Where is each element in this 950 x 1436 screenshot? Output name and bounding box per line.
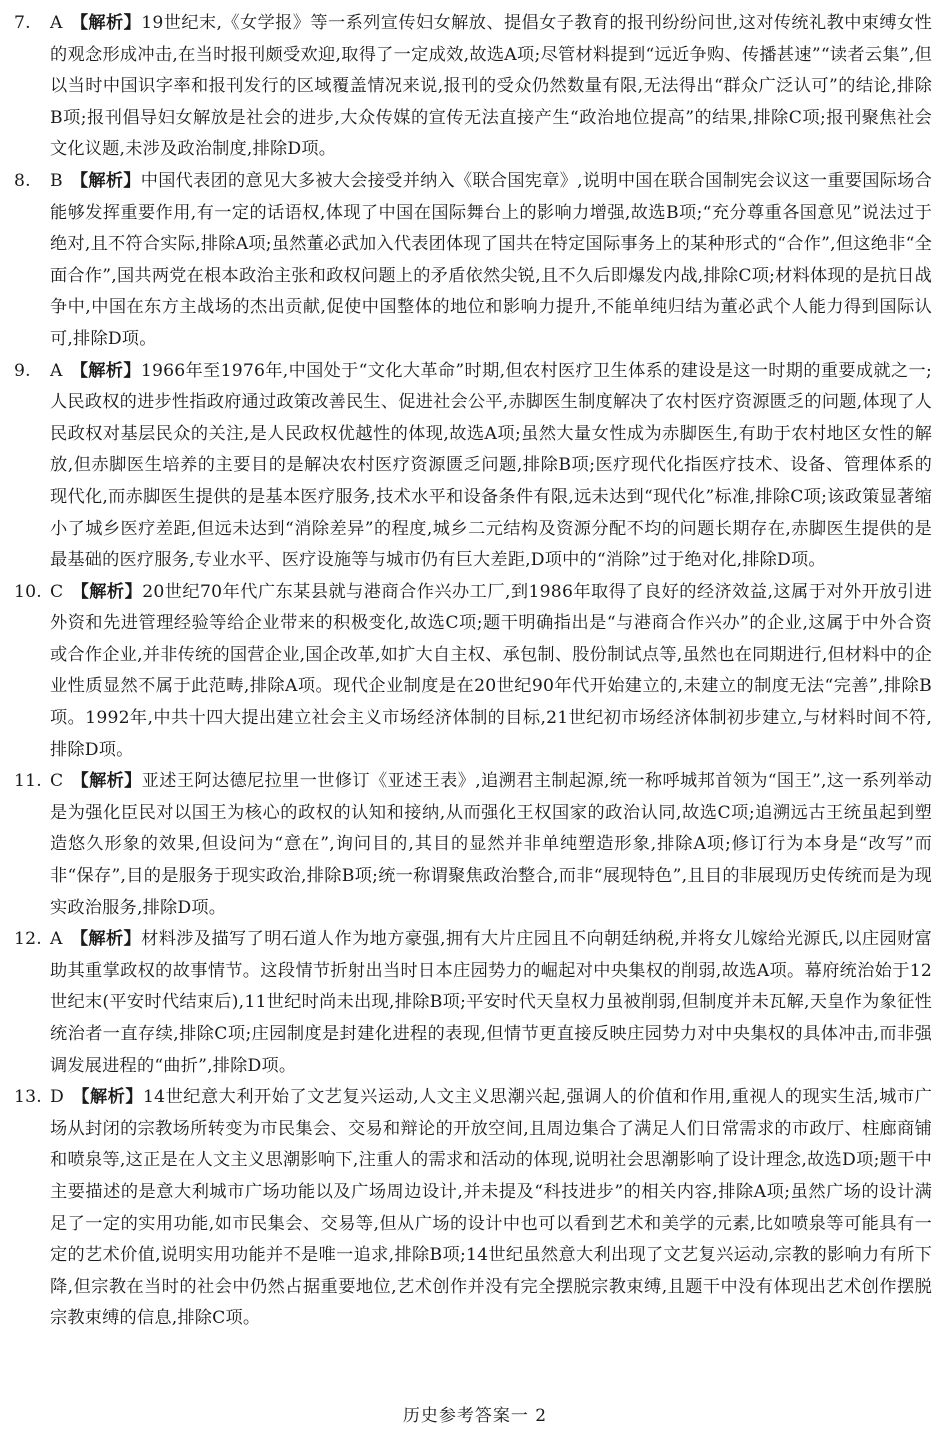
answer-choice: D <box>50 1087 64 1108</box>
answer-list <box>14 8 932 1335</box>
analysis-tag: 【解析】 <box>71 1087 144 1108</box>
answer-choice: A <box>50 929 63 950</box>
analysis-tag: 【解析】 <box>70 929 142 950</box>
question-number: 8. <box>14 170 31 191</box>
question-number: 13. <box>14 1087 42 1108</box>
analysis-text: 1966年至1976年,中国处于“文化大革命”时期,但农村医疗卫生体系的建设是这一时期的重要成就之一;人民政权的进步性指政府通过政策改善民生、促进社会公平,赤脚医生制度解决了农村医疗资源匮乏的问题,体现了人民政权对基层民众的关注,是人民政权优越性的体现,故选A项;虽然大量女性成为赤脚医生,有助于农村地区女性的解放,但赤脚医生培养的主要目的是解决农村医疗资源匮乏问题,排除B项;医疗现代化指医疗技术、设备、管理体系的现代化,而赤脚医生提供的是基本医疗服务,技术水平和设备条件有限,远未达到“现代化”标准,排除C项;该政策显著缩小了城乡医疗差距,但远未达到“消除差异”的程度,城乡二元结构及资源分配不均的问题长期存在,赤脚医生提供的是最基础的医疗服务,专业水平、医疗设施等与城市仍有巨大差距,D项中的“消除”过于绝对化,排除D项。 <box>50 360 932 571</box>
answer-item <box>14 924 932 1082</box>
answer-choice: C <box>50 771 64 792</box>
analysis-tag: 【解析】 <box>70 170 141 191</box>
analysis-tag: 【解析】 <box>71 581 143 602</box>
answer-choice: B <box>50 170 63 191</box>
question-number: 7. <box>14 13 31 33</box>
analysis-tag: 【解析】 <box>70 360 141 381</box>
answer-item <box>14 8 932 166</box>
answer-choice: A <box>50 13 63 33</box>
analysis-text: 19世纪末,《女学报》等一系列宣传妇女解放、提倡女子教育的报刊纷纷问世,这对传统礼教中束缚女性的观念形成冲击,在当时报刊颇受欢迎,取得了一定成效,故选A项;尽管材料提到“远近争购、传播甚速”“读者云集”,但以当时中国识字率和报刊发行的区域覆盖情况来说,报刊的受众仍然数量有限,无法得出“群众广泛认可”的结论,排除B项;报刊倡导妇女解放是社会的进步,大众传媒的宣传无法直接产生“政治地位提高”的结果,排除C项;报刊聚焦社会文化议题,未涉及政治制度,排除D项。 <box>50 13 932 160</box>
question-number: 12. <box>14 929 42 950</box>
question-number: 10. <box>14 581 42 602</box>
answer-item <box>14 166 932 356</box>
analysis-text: 亚述王阿达德尼拉里一世修订《亚述王表》,追溯君主制起源,统一称呼城邦首领为“国王”,这一系列举动是为强化臣民对以国王为核心的政权的认知和接纳,从而强化王权国家的政治认同,故选C项;追溯远古王统虽起到塑造悠久形象的效果,但设问为“意在”,询问目的,其目的显然并非单纯塑造形象,排除A项;修订行为本身是“改写”而非“保存”,目的是服务于现实政治,排除B项;统一称谓聚焦政治整合,而非“展现特色”,且目的非展现历史传统而是为现实政治服务,排除D项。 <box>50 771 932 918</box>
answer-item <box>14 766 932 924</box>
answer-item <box>14 577 932 767</box>
analysis-text: 材料涉及描写了明石道人作为地方豪强,拥有大片庄园且不向朝廷纳税,并将女儿嫁给光源氏,以庄园财富助其重掌政权的故事情节。这段情节折射出当时日本庄园势力的崛起对中央集权的削弱,故选A项。幕府统治始于12世纪末(平安时代结束后),11世纪时尚未出现,排除B项;平安时代天皇权力虽被削弱,但制度并未瓦解,天皇作为象征性统治者一直存续,排除C项;庄园制度是封建化进程的表现,但情节更直接反映庄园势力对中央集权的具体冲击,而非强调发展进程的“曲折”,排除D项。 <box>50 929 932 1076</box>
answer-choice: C <box>50 581 64 602</box>
question-number: 9. <box>14 360 31 381</box>
answer-choice: A <box>50 360 63 381</box>
analysis-tag: 【解析】 <box>71 771 142 792</box>
analysis-tag: 【解析】 <box>70 13 142 33</box>
analysis-text: 20世纪70年代广东某县就与港商合作兴办工厂,到1986年取得了良好的经济效益,这属于对外开放引进外资和先进管理经验等给企业带来的积极变化,故选C项;题干明确指出是“与港商合作兴办”的企业,这属于中外合资或合作企业,并非传统的国营企业,国企改革,如扩大自主权、承包制、股份制试点等,虽然也在同期进行,但材料中的企业性质显然不属于此范畴,排除A项。现代企业制度是在20世纪90年代开始建立的,未建立的制度无法“完善”,排除B项。1992年,中共十四大提出建立社会主义市场经济体制的目标,21世纪初市场经济体制初步建立,与材料时间不符,排除D项。 <box>50 581 932 760</box>
answer-item <box>14 1082 932 1335</box>
analysis-text: 14世纪意大利开始了文艺复兴运动,人文主义思潮兴起,强调人的价值和作用,重视人的现实生活,城市广场从封闭的宗教场所转变为市民集会、交易和辩论的开放空间,且周边集合了满足人们日常需求的市政厅、柱廊商铺和喷泉等,这正是在人文主义思潮影响下,注重人的需求和活动的体现,说明社会思潮影响了设计理念,故选D项;题干中主要描述的是意大利城市广场功能以及广场周边设计,并未提及“科技进步”的相关内容,排除A项;虽然广场的设计满足了一定的实用功能,如市民集会、交易等,但从广场的设计中也可以看到艺术和美学的元素,比如喷泉等可能具有一定的艺术价值,说明实用功能并不是唯一追求,排除B项;14世纪虽然意大利出现了文艺复兴运动,宗教的影响力有所下降,但宗教在当时的社会中仍然占据重要地位,艺术创作并没有完全摆脱宗教束缚,且题干中没有体现出艺术创作摆脱宗教束缚的信息,排除C项。 <box>50 1087 932 1329</box>
answer-item <box>14 356 932 577</box>
analysis-text: 中国代表团的意见大多被大会接受并纳入《联合国宪章》,说明中国在联合国制宪会议这一重要国际场合能够发挥重要作用,有一定的话语权,体现了中国在国际舞台上的影响力增强,故选B项;“充分尊重各国意见”说法过于绝对,且不符合实际,排除A项;虽然董必武加入代表团体现了国共在特定国际事务上的某种形式的“合作”,但这绝非“全面合作”,国共两党在根本政治主张和政权问题上的矛盾依然尖锐,且不久后即爆发内战,排除C项;材料体现的是抗日战争中,中国在东方主战场的杰出贡献,促使中国整体的地位和影响力提升,不能单纯归结为董必武个人能力得到国际认可,排除D项。 <box>50 170 932 349</box>
page-footer: 历史参考答案一 2 <box>402 1406 548 1426</box>
question-number: 11. <box>14 771 42 792</box>
